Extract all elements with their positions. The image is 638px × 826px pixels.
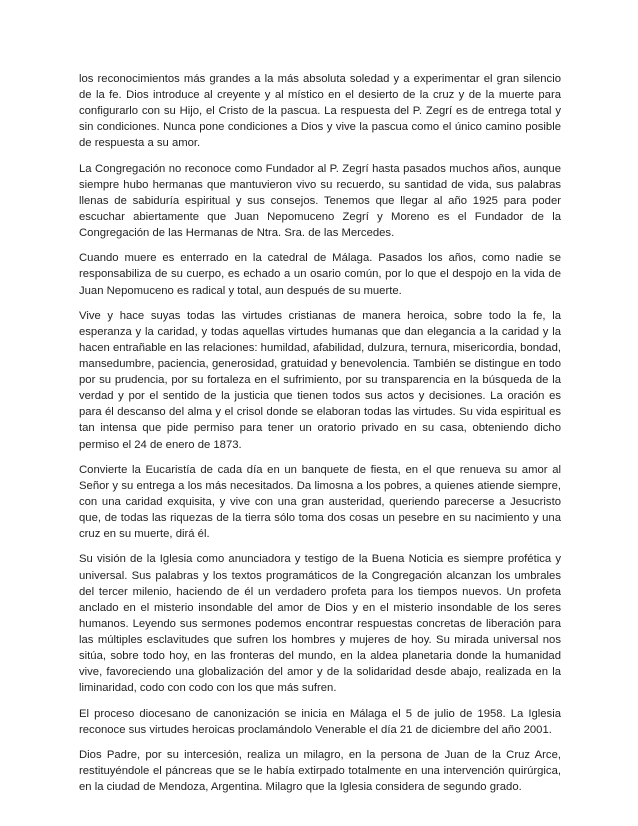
paragraph: El proceso diocesano de canonización se inicia en Málaga el 5 de julio de 1958. La Iglesia reconoce sus virtudes heroicas proclamándolo Venerable el día 21 de diciembre del año 2001. bbox=[79, 707, 561, 736]
paragraph: Vive y hace suyas todas las virtudes cristianas de manera heroica, sobre todo la fe, la esperanza y la caridad, y todas aquellas virtudes humanas que dan elegancia a la caridad y la hacen entrañable en las relaciones: humildad, afabilidad, dulzura, ternura, misericordia, bondad, mansedumbre, paciencia, generosidad, gratuidad y benevolencia. También se distingue en todo por su prudencia, por su fortaleza en el sufrimiento, por su transparencia en la búsqueda de la verdad y por el sentido de la justicia que tienen todos sus actos y decisiones. La oración es para él descanso del alma y el crisol donde se elaboran todas las virtudes. Su vida espiritual es tan intensa que pide permiso para tener un oratorio privado en su casa, obteniendo dicho permiso el 24 de enero de 1873. bbox=[79, 309, 561, 451]
paragraph: La Congregación no reconoce como Fundador al P. Zegrí hasta pasados muchos años, aunque siempre hubo hermanas que mantuvieron vivo su recuerdo, su santidad de vida, sus palabras llenas de sabiduría espiritual y sus consejos. Tenemos que llegar al año 1925 para poder escuchar abiertamente que Juan Nepomuceno Zegrí y Moreno es el Fundador de la Congregación de las Hermanas de Ntra. Sra. de las Mercedes. bbox=[79, 162, 561, 240]
paragraph: los reconocimientos más grandes a la más absoluta soledad y a experimentar el gran silencio de la fe. Dios introduce al creyente y al místico en el desierto de la cruz y de la muerte para configurarlo con su Hijo, el Cristo de la pascua. La respuesta del P. Zegrí es de entrega total y sin condiciones. Nunca pone condiciones a Dios y vive la pascua como el único camino posible de respuesta a su amor. bbox=[79, 73, 561, 150]
paragraph: Cuando muere es enterrado en la catedral de Málaga. Pasados los años, como nadie se responsabiliza de su cuerpo, es echado a un osario común, por lo que el despojo en la vida de Juan Nepomuceno es radical y total, aun después de su muerte. bbox=[79, 252, 561, 297]
paragraph: Convierte la Eucaristía de cada día en un banquete de fiesta, en el que renueva su amor al Señor y su entrega a los más necesitados. Da limosna a los pobres, a quienes atiende siempre, con una caridad exquisita, y vive con una gran austeridad, queriendo parecerse a Jesucristo que, de todas las riquezas de la tierra sólo toma dos cosas un pesebre en su nacimiento y una cruz en su muerte, dirá él. bbox=[79, 463, 561, 541]
paragraph: Su visión de la Iglesia como anunciadora y testigo de la Buena Noticia es siempre profética y universal. Sus palabras y los textos programáticos de la Congregación alcanzan los umbrales del tercer milenio, haciendo de él un verdadero profeta para los tiempos nuevos. Un profeta anclado en el misterio insondable del amor de Dios y en el misterio insondable de los seres humanos. Leyendo sus sermones podemos encontrar respuestas concretas de liberación para las múltiples esclavitudes que sufren los hombres y mujeres de hoy. Su mirada universal nos sitúa, sobre todo hoy, en las fronteras del mundo, en la aldea planetaria donde la humanidad vive, favoreciendo una globalización del amor y de la solidaridad desde abajo, realizada en la liminaridad, codo con codo con los que más sufren. bbox=[79, 553, 561, 695]
document-body bbox=[79, 71, 561, 804]
paragraph: Dios Padre, por su intercesión, realiza un milagro, en la persona de Juan de la Cruz Arce, restituyéndole el páncreas que se le había extirpado totalmente en una intervención quirúrgica, en la ciudad de Mendoza, Argentina. Milagro que la Iglesia considera de segundo grado. bbox=[79, 748, 561, 794]
